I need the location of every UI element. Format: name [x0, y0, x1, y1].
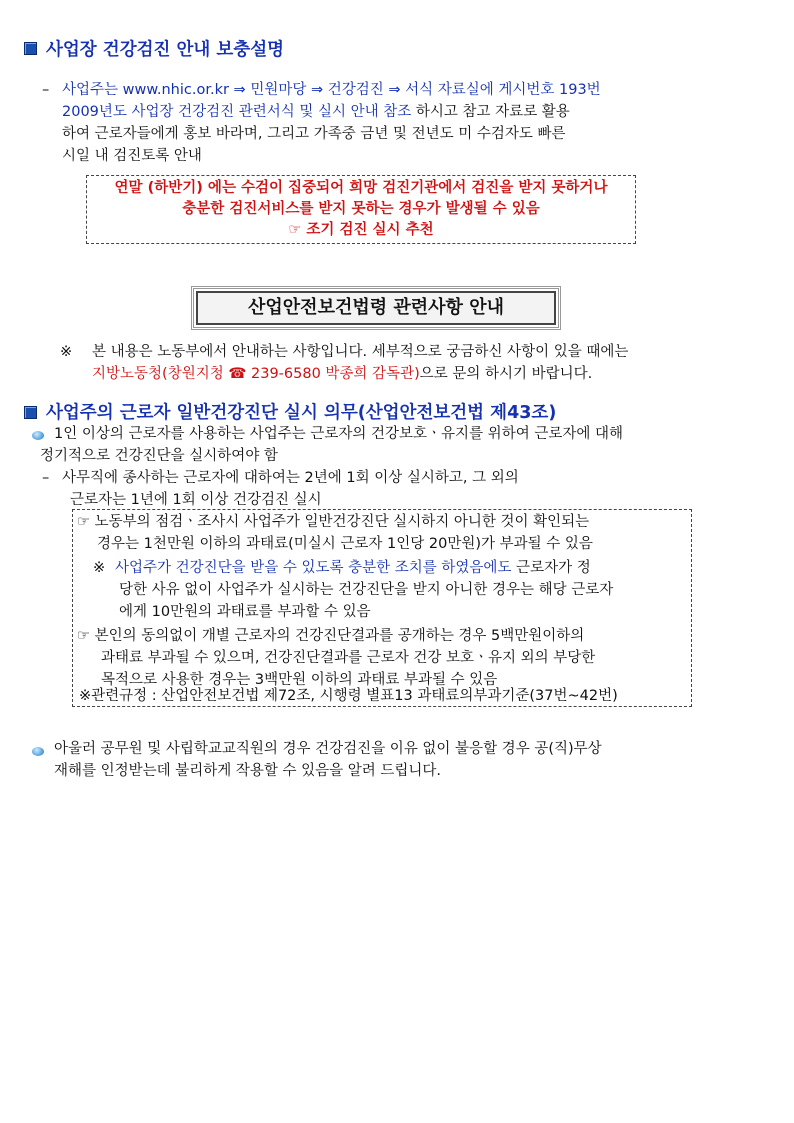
- penalty-box: [72, 509, 692, 707]
- paragraph-line: 사무직에 종사하는 근로자에 대하여는 2년에 1회 이상 실시하고, 그 외의: [62, 470, 519, 486]
- notice-box: [86, 175, 636, 244]
- paragraph-line: 시일 내 검진토록 안내: [62, 148, 202, 164]
- reference-text: 2009년도 사업장 건강검진 관련서식 및 실시 안내 참조: [62, 104, 412, 120]
- section-title: 사업주의 근로자 일반건강진단 실시 의무(산업안전보건법 제43조): [46, 403, 557, 423]
- notice-line: 충분한 검진서비스를 받지 못하는 경우가 발생될 수 있음: [182, 201, 540, 217]
- paragraph-line: 정기적으로 건강진단을 실시하여야 함: [40, 448, 278, 464]
- paragraph-text: 하시고 참고 자료로 활용: [411, 104, 570, 120]
- square-bullet-icon: [24, 42, 37, 55]
- note-line: [92, 364, 592, 385]
- paragraph-line: 하여 근로자들에게 홍보 바라며, 그리고 가족중 금년 및 전년도 미 수검자도 빠른: [62, 126, 566, 142]
- note-mark: ※: [93, 560, 106, 576]
- square-bullet-icon: [24, 406, 37, 419]
- regulation-reference: ※관련규정 : 산업안전보건법 제72조, 시행령 별표13 과태료의부과기준(37번~42번): [79, 688, 618, 704]
- paragraph-line: 근로자는 1년에 1회 이상 건강검진 실시: [70, 492, 322, 508]
- notice-line: 연말 (하반기) 에는 수검이 집중되어 희망 검진기관에서 검진을 받지 못하거나: [114, 180, 608, 196]
- penalty-line: 에게 10만원의 과태료를 부과할 수 있음: [119, 604, 371, 620]
- penalty-line: 목적으로 사용한 경우는 3백만원 이하의 과태료 부과될 수 있음: [101, 672, 498, 688]
- site-path-text: 사업주는 www.nhic.or.kr ⇒ 민원마당 ⇒ 건강검진 ⇒ 서식 자료실에 게시번호 193번: [62, 82, 601, 98]
- section-title: 사업장 건강검진 안내 보충설명: [46, 40, 285, 60]
- dash-bullet: –: [42, 470, 50, 486]
- note-mark: ※: [60, 344, 73, 360]
- notice-recommend: ☞ 조기 검진 실시 추천: [288, 222, 434, 238]
- note-line: 본 내용은 노동부에서 안내하는 사항입니다. 세부적으로 궁금하신 사항이 있을 때에는: [92, 344, 629, 360]
- penalty-line: 과태료 부과될 수 있으며, 건강진단결과를 근로자 건강 보호ㆍ유지 외의 부당한: [101, 650, 596, 666]
- penalty-line: 당한 사유 없이 사업주가 실시하는 건강진단을 받지 아니한 경우는 해당 근로자: [119, 582, 614, 598]
- orb-bullet-icon: [32, 747, 44, 756]
- penalty-text: 근로자가 정: [511, 560, 591, 576]
- closing-line: 아울러 공무원 및 사립학교교직원의 경우 건강검진을 이유 없이 불응할 경우 공(직)무상: [54, 741, 602, 757]
- note-text: 으로 문의 하시기 바랍니다.: [419, 366, 593, 382]
- page-title: 산업안전보건법령 관련사항 안내: [196, 291, 556, 325]
- contact-info: 지방노동청(창원지청 ☎ 239-6580 박종희 감독관): [92, 366, 420, 382]
- paragraph-line: 1인 이상의 근로자를 사용하는 사업주는 근로자의 건강보호ㆍ유지를 위하여 근로자에 대해: [54, 426, 623, 442]
- paragraph-line: [62, 80, 601, 101]
- penalty-line: 경우는 1천만원 이하의 과태료(미실시 근로자 1인당 20만원)가 부과될 수 있음: [97, 536, 593, 552]
- orb-bullet-icon: [32, 431, 44, 440]
- penalty-line: ☞ 노동부의 점검ㆍ조사시 사업주가 일반건강진단 실시하지 아니한 것이 확인되는: [77, 514, 590, 530]
- closing-line: 재해를 인정받는데 불리하게 작용할 수 있음을 알려 드립니다.: [54, 763, 442, 779]
- penalty-line: [115, 558, 591, 579]
- dash-bullet: –: [42, 82, 50, 98]
- penalty-line: ☞ 본인의 동의없이 개별 근로자의 건강진단결과를 공개하는 경우 5백만원이하의: [77, 628, 585, 644]
- emphasis-text: 사업주가 건강진단을 받을 수 있도록 충분한 조치를 하였음에도: [115, 560, 512, 576]
- paragraph-line: [62, 102, 570, 123]
